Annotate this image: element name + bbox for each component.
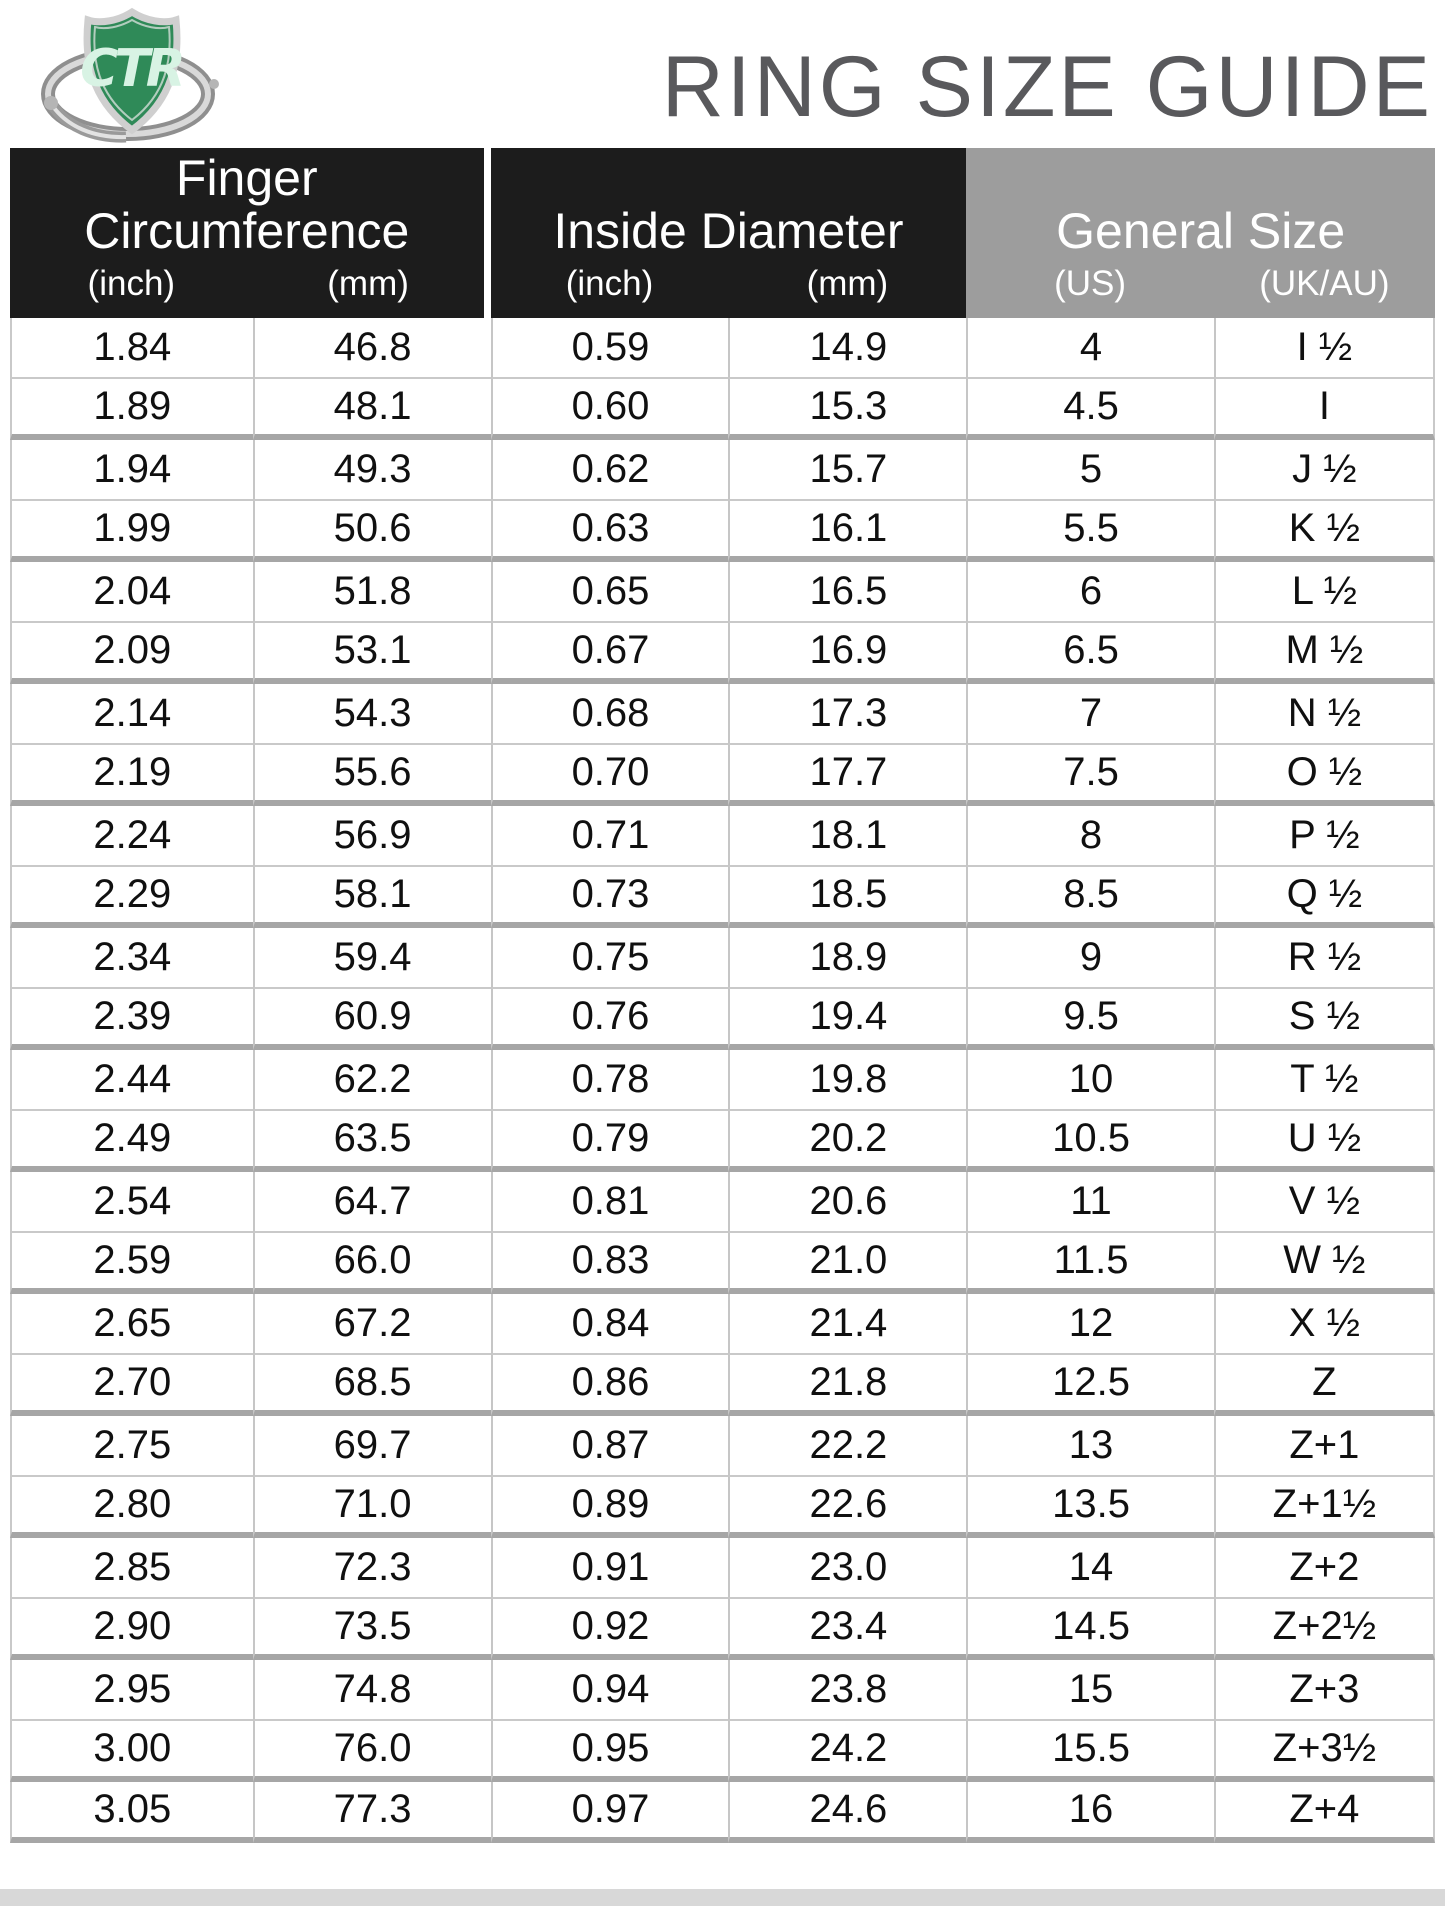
cell-diameter-inch: 0.81 [491,1172,729,1233]
cell-circumference-mm: 54.3 [253,684,491,745]
cell-size-uk-au: Z+2 [1214,1538,1435,1599]
cell-size-uk-au: Z+2½ [1214,1599,1435,1660]
cell-circumference-inch: 2.19 [10,745,253,806]
cell-diameter-inch: 0.73 [491,867,729,928]
cell-size-uk-au: I [1214,379,1435,440]
cell-circumference-mm: 48.1 [253,379,491,440]
cell-circumference-mm: 62.2 [253,1050,491,1111]
cell-size-uk-au: I ½ [1214,318,1435,379]
cell-diameter-inch: 0.97 [491,1782,729,1843]
header-general-size: General Size [966,148,1435,260]
cell-diameter-inch: 0.75 [491,928,729,989]
cell-size-us: 15.5 [966,1721,1213,1782]
cell-diameter-mm: 22.2 [728,1416,966,1477]
cell-size-us: 11 [966,1172,1213,1233]
cell-size-us: 14 [966,1538,1213,1599]
cell-diameter-mm: 23.0 [728,1538,966,1599]
cell-circumference-mm: 67.2 [253,1294,491,1355]
cell-size-us: 6 [966,562,1213,623]
cell-circumference-mm: 56.9 [253,806,491,867]
cell-diameter-mm: 18.1 [728,806,966,867]
cell-size-us: 6.5 [966,623,1213,684]
cell-circumference-inch: 1.89 [10,379,253,440]
cell-circumference-inch: 2.70 [10,1355,253,1416]
ctr-ring-icon [26,6,234,146]
cell-size-uk-au: J ½ [1214,440,1435,501]
cell-diameter-inch: 0.68 [491,684,729,745]
cell-circumference-inch: 2.29 [10,867,253,928]
cell-size-us: 16 [966,1782,1213,1843]
cell-size-uk-au: Z+1 [1214,1416,1435,1477]
cell-circumference-inch: 1.94 [10,440,253,501]
cell-circumference-inch: 2.80 [10,1477,253,1538]
cell-size-uk-au: V ½ [1214,1172,1435,1233]
cell-diameter-inch: 0.92 [491,1599,729,1660]
cell-circumference-inch: 2.44 [10,1050,253,1111]
page-title: RING SIZE GUIDE [661,39,1433,135]
cell-diameter-inch: 0.60 [491,379,729,440]
cell-diameter-mm: 18.5 [728,867,966,928]
cell-size-us: 15 [966,1660,1213,1721]
cell-circumference-inch: 2.65 [10,1294,253,1355]
cell-diameter-inch: 0.86 [491,1355,729,1416]
cell-circumference-inch: 3.00 [10,1721,253,1782]
cell-size-us: 10.5 [966,1111,1213,1172]
cell-diameter-inch: 0.65 [491,562,729,623]
subheader-size-uk-au: (UK/AU) [1214,260,1435,318]
cell-diameter-mm: 17.3 [728,684,966,745]
cell-size-uk-au: Z+3½ [1214,1721,1435,1782]
cell-size-us: 8.5 [966,867,1213,928]
cell-size-us: 9.5 [966,989,1213,1050]
cell-diameter-inch: 0.71 [491,806,729,867]
cell-diameter-inch: 0.83 [491,1233,729,1294]
cell-diameter-inch: 0.95 [491,1721,729,1782]
page-header [0,0,1445,146]
cell-diameter-mm: 20.2 [728,1111,966,1172]
cell-diameter-inch: 0.91 [491,1538,729,1599]
cell-size-us: 14.5 [966,1599,1213,1660]
cell-circumference-mm: 71.0 [253,1477,491,1538]
cell-size-us: 13 [966,1416,1213,1477]
cell-circumference-inch: 2.34 [10,928,253,989]
cell-size-uk-au: U ½ [1214,1111,1435,1172]
cell-circumference-inch: 2.04 [10,562,253,623]
cell-size-uk-au: N ½ [1214,684,1435,745]
cell-size-uk-au: Z+1½ [1214,1477,1435,1538]
cell-circumference-mm: 58.1 [253,867,491,928]
cell-size-us: 8 [966,806,1213,867]
cell-size-uk-au: K ½ [1214,501,1435,562]
bottom-strip [0,1889,1445,1906]
cell-size-uk-au: M ½ [1214,623,1435,684]
cell-diameter-mm: 22.6 [728,1477,966,1538]
cell-diameter-mm: 16.9 [728,623,966,684]
cell-circumference-mm: 72.3 [253,1538,491,1599]
subheader-size-us: (US) [966,260,1213,318]
cell-circumference-inch: 2.75 [10,1416,253,1477]
cell-circumference-inch: 2.54 [10,1172,253,1233]
cell-diameter-mm: 16.5 [728,562,966,623]
cell-circumference-inch: 2.90 [10,1599,253,1660]
cell-diameter-mm: 21.4 [728,1294,966,1355]
cell-diameter-mm: 21.0 [728,1233,966,1294]
cell-circumference-inch: 2.24 [10,806,253,867]
cell-size-us: 5.5 [966,501,1213,562]
cell-circumference-mm: 69.7 [253,1416,491,1477]
cell-diameter-mm: 16.1 [728,501,966,562]
cell-size-uk-au: P ½ [1214,806,1435,867]
cell-circumference-mm: 77.3 [253,1782,491,1843]
header-finger-circumference: Finger Circumference [10,148,491,260]
cell-diameter-mm: 14.9 [728,318,966,379]
cell-circumference-mm: 53.1 [253,623,491,684]
cell-diameter-mm: 23.8 [728,1660,966,1721]
cell-size-us: 10 [966,1050,1213,1111]
cell-size-uk-au: Z [1214,1355,1435,1416]
cell-circumference-mm: 63.5 [253,1111,491,1172]
cell-circumference-mm: 50.6 [253,501,491,562]
cell-size-uk-au: T ½ [1214,1050,1435,1111]
cell-circumference-inch: 2.14 [10,684,253,745]
cell-size-us: 4.5 [966,379,1213,440]
cell-diameter-mm: 24.2 [728,1721,966,1782]
cell-size-uk-au: O ½ [1214,745,1435,806]
cell-diameter-mm: 21.8 [728,1355,966,1416]
cell-size-us: 9 [966,928,1213,989]
cell-circumference-inch: 3.05 [10,1782,253,1843]
cell-circumference-mm: 55.6 [253,745,491,806]
cell-size-uk-au: W ½ [1214,1233,1435,1294]
cell-circumference-mm: 66.0 [253,1233,491,1294]
ctr-ring-logo [26,6,234,146]
cell-diameter-inch: 0.59 [491,318,729,379]
cell-diameter-inch: 0.76 [491,989,729,1050]
cell-diameter-mm: 17.7 [728,745,966,806]
cell-diameter-mm: 19.8 [728,1050,966,1111]
cell-diameter-mm: 23.4 [728,1599,966,1660]
cell-size-us: 12.5 [966,1355,1213,1416]
cell-circumference-inch: 1.99 [10,501,253,562]
cell-circumference-inch: 2.59 [10,1233,253,1294]
cell-circumference-mm: 76.0 [253,1721,491,1782]
cell-diameter-mm: 15.3 [728,379,966,440]
cell-circumference-mm: 68.5 [253,1355,491,1416]
subheader-circumference-inch: (inch) [10,260,253,318]
cell-diameter-inch: 0.67 [491,623,729,684]
cell-diameter-inch: 0.94 [491,1660,729,1721]
cell-circumference-inch: 2.09 [10,623,253,684]
cell-size-us: 13.5 [966,1477,1213,1538]
cell-size-us: 4 [966,318,1213,379]
shield-monogram-text: CTR [80,39,182,99]
cell-size-us: 7 [966,684,1213,745]
cell-circumference-mm: 64.7 [253,1172,491,1233]
cell-diameter-inch: 0.62 [491,440,729,501]
cell-circumference-mm: 49.3 [253,440,491,501]
cell-circumference-mm: 60.9 [253,989,491,1050]
cell-size-us: 5 [966,440,1213,501]
cell-diameter-inch: 0.84 [491,1294,729,1355]
cell-size-us: 7.5 [966,745,1213,806]
cell-size-us: 11.5 [966,1233,1213,1294]
cell-circumference-inch: 2.39 [10,989,253,1050]
cell-diameter-inch: 0.87 [491,1416,729,1477]
header-inside-diameter: Inside Diameter [491,148,967,260]
cell-size-uk-au: X ½ [1214,1294,1435,1355]
cell-circumference-mm: 74.8 [253,1660,491,1721]
cell-circumference-mm: 73.5 [253,1599,491,1660]
cell-circumference-mm: 46.8 [253,318,491,379]
cell-diameter-inch: 0.63 [491,501,729,562]
cell-circumference-inch: 2.95 [10,1660,253,1721]
subheader-diameter-mm: (mm) [728,260,966,318]
cell-diameter-mm: 18.9 [728,928,966,989]
cell-diameter-inch: 0.70 [491,745,729,806]
cell-diameter-inch: 0.78 [491,1050,729,1111]
cell-diameter-inch: 0.79 [491,1111,729,1172]
subheader-diameter-inch: (inch) [491,260,729,318]
cell-circumference-inch: 1.84 [10,318,253,379]
cell-size-uk-au: Z+3 [1214,1660,1435,1721]
cell-diameter-mm: 20.6 [728,1172,966,1233]
cell-diameter-inch: 0.89 [491,1477,729,1538]
cell-size-us: 12 [966,1294,1213,1355]
cell-circumference-inch: 2.49 [10,1111,253,1172]
ring-size-table [10,148,1435,1843]
cell-circumference-inch: 2.85 [10,1538,253,1599]
cell-diameter-mm: 24.6 [728,1782,966,1843]
cell-size-uk-au: L ½ [1214,562,1435,623]
cell-circumference-mm: 59.4 [253,928,491,989]
cell-circumference-mm: 51.8 [253,562,491,623]
cell-diameter-mm: 19.4 [728,989,966,1050]
subheader-circumference-mm: (mm) [253,260,491,318]
cell-size-uk-au: Z+4 [1214,1782,1435,1843]
cell-size-uk-au: R ½ [1214,928,1435,989]
cell-size-uk-au: Q ½ [1214,867,1435,928]
cell-diameter-mm: 15.7 [728,440,966,501]
cell-size-uk-au: S ½ [1214,989,1435,1050]
